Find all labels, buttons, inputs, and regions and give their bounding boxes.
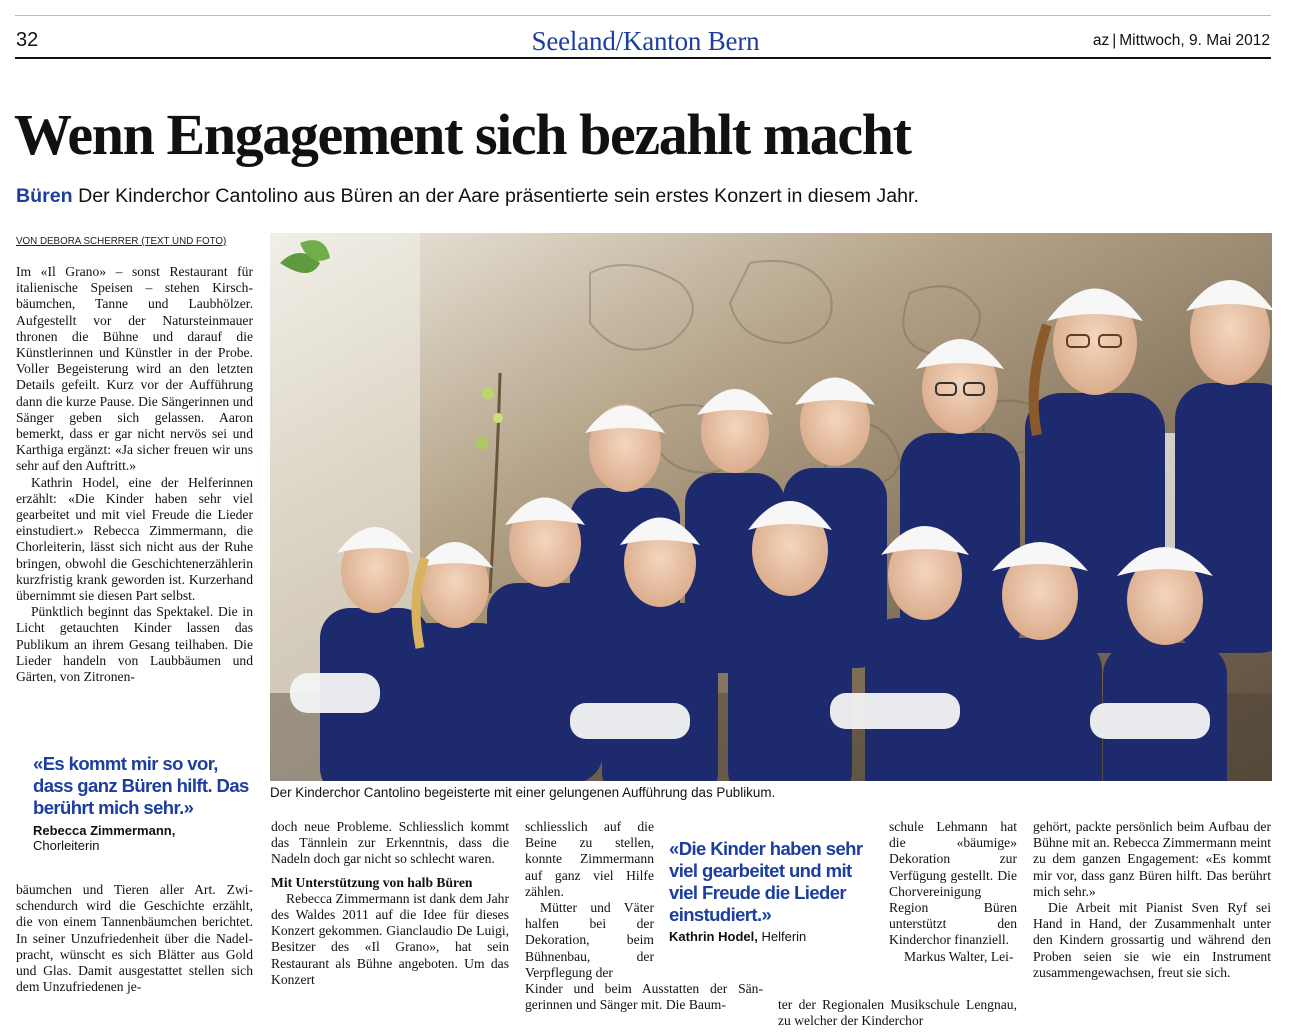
pull-quote-attribution — [669, 929, 881, 944]
pull-quote-name: Kathrin Hodel, — [669, 929, 758, 944]
subheading: Mit Unterstützung von halb Büren — [271, 874, 473, 890]
paragraph: Markus Walter, Lei- — [904, 948, 1014, 964]
paragraph: Rebecca Zimmermann ist dank dem Jahr des Waldes 2011 auf die Idee für dieses Konzert gekommen. Gianclaudio De Luigi, Besitzer des «Il Grano», hat sein Restaurant als Bühne angeboten. Um das Konzert — [271, 890, 509, 987]
header-rule — [15, 57, 1271, 59]
paragraph: schule Lehmann hat die «bäumige» Dekoration zur Verfügung gestellt. Die Chorvereinigung Region Büren unterstützt den Kinderchor finanziell. — [889, 819, 1017, 948]
column-5 — [1033, 819, 1271, 981]
photo-caption: Der Kinderchor Cantolino begeisterte mit einer gelungenen Aufführung das Publikum. — [270, 785, 776, 800]
paragraph: bäumchen und Tieren aller Art. Zwischendurch wird die Geschichte erzählt, die von einem Tannenbäumchen berichtet. In seiner Unzufriedenheit über die Nadelpracht, wünscht es sich Blätter aus Gold und Glas. Damit ausgestattet stellen sich dem Unzufriedenen je- — [16, 882, 253, 995]
lead-place: Büren — [16, 185, 73, 207]
headline: Wenn Engagement sich bezahlt macht — [14, 102, 911, 167]
paragraph: Kinder und beim Ausstatten der Sängerinnen und Sänger mit. Die Baum- — [525, 981, 763, 1013]
column-2 — [271, 819, 509, 988]
issue-date: Mittwoch, 9. Mai 2012 — [1119, 32, 1270, 49]
paragraph: gehört, packte persönlich beim Aufbau der Bühne mit an. Rebecca Zimmermann meint zu dem ganzen Engagement: «Es kommt mir vor, dass ganz Büren hilft. Das berührt mich sehr.» — [1033, 819, 1271, 899]
column-3-span — [525, 981, 763, 1013]
column-4-span — [778, 997, 1017, 1029]
issue-info — [1093, 32, 1270, 50]
pull-quote-role: Chorleiterin — [33, 838, 100, 853]
column-4 — [889, 819, 1017, 965]
paragraph: ter der Regionalen Musikschule Lengnau, zu welcher der Kinderchor — [778, 997, 1017, 1029]
section-title: Seeland/Kanton Bern — [531, 26, 760, 56]
paragraph: Kathrin Hodel, eine der Helferinnen erzählt: «Die Kinder haben sehr viel gearbeitet und mit viel Freude die Lieder einstudiert.» Rebecca Zimmermann, die Chorleiterin, lässt sich nicht aus der Ruhe bringen, obwohl die Geschichtenerzählerin kurzfristig krank geworden ist. Kurzerhand übernimmt sie diesen Part selbst. — [16, 474, 253, 604]
separator-bar: | — [1112, 32, 1117, 49]
pull-quote-2 — [669, 838, 881, 944]
pull-quote-name: Rebecca Zimmermann, — [33, 823, 176, 838]
paragraph: Mütter und Väter halfen bei der Dekoration, beim Bühnenbau, der Verpflegung der — [525, 900, 654, 980]
publication-name: az — [1092, 32, 1110, 49]
paragraph: Die Arbeit mit Pianist Sven Ryf sei Hand in Hand, der Zusammenhalt unter den Kindern grossartig und während den Proben seien sie wie ein Instrument zusammengewachsen, freut sie sich. — [1033, 900, 1271, 980]
paragraph: schliesslich auf die Beine zu stellen, konnte Zimmermann auf ganz viel Hilfe zählen. — [525, 819, 654, 899]
pull-quote-text: «Die Kinder haben sehr viel gearbeitet und mit viel Freude die Lieder einstudiert.» — [669, 838, 863, 925]
byline: VON DEBORA SCHERRER (TEXT UND FOTO) — [16, 236, 227, 247]
page-number: 32 — [16, 29, 39, 51]
lead-text: Der Kinderchor Cantolino aus Büren an der Aare präsentierte sein erstes Konzert in diesem Jahr. — [78, 185, 919, 207]
pull-quote-1 — [33, 753, 253, 853]
pull-quote-text: «Es kommt mir so vor, dass ganz Büren hilft. Das berührt mich sehr.» — [33, 753, 249, 818]
paragraph: doch neue Probleme. Schliesslich kommt das Tännlein zur Erkenntnis, dass die Nadeln doch gar nicht so schlecht waren. — [271, 819, 509, 867]
column-1-top — [16, 264, 253, 685]
pull-quote-role: Helferin — [761, 929, 807, 944]
paragraph: Pünktlich beginnt das Spektakel. Die in Licht getauchten Kinder lassen das Publikum an ihrem Gesang teilhaben. Die Lieder handeln von Laubbäumen und Gärten, von Zitronen- — [16, 604, 253, 685]
lead — [16, 185, 919, 208]
column-3 — [525, 819, 654, 981]
top-hairline — [15, 15, 1271, 16]
choir-photo — [270, 233, 1272, 781]
paragraph: Im «Il Grano» – sonst Restaurant für italienische Speisen – stehen Kirschbäumchen, Tanne und Laubhölzer. Aufgestellt vor der Natursteinmauer thronen die Bühne und darauf die Künstlerinnen und Künstler in der Probe. Voller Begeisterung wird an den letzten Details gefeilt. Kurz vor der Aufführung dann die kurze Pause. Die Sängerinnen und Sänger geben sich gelassen. Aaron bemerkt, dass er gar nicht nervös sei und Karthiga ergänzt: «Ja sicher freuen wir uns sehr auf den Auftritt.» — [16, 264, 253, 474]
column-1-bottom — [16, 882, 253, 995]
